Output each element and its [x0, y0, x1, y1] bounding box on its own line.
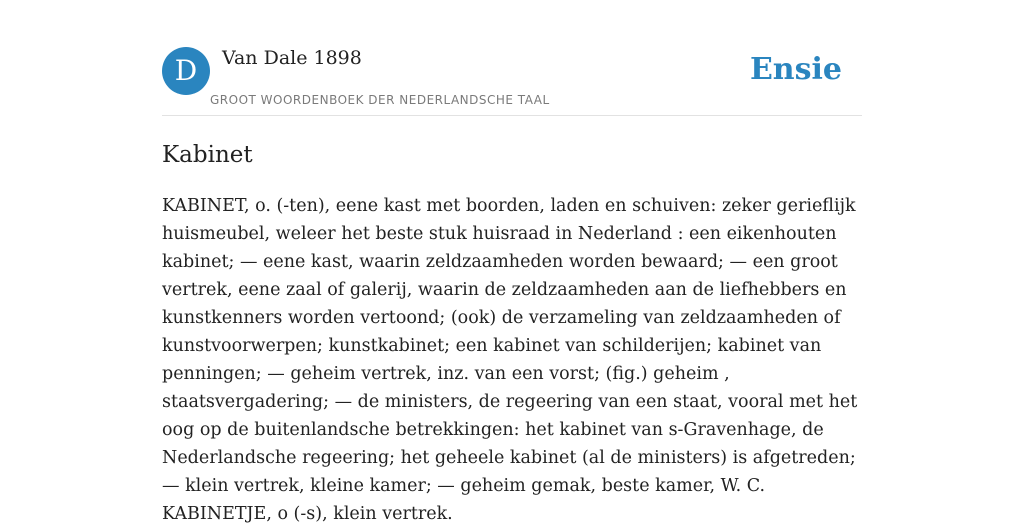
entry-body: KABINET, o. (-ten), eene kast met boorden, laden en schuiven: zeker gerieflijk huismeubel, weleer het beste stuk huisraad in Nederland : een eikenhouten kabinet; — eene kast, waarin zeldzaamheden worden bewaard; — een groot vertrek, eene zaal of galerij, waarin de zeldzaamheden aan de liefhebbers en kunstkenners worden vertoond; (ook) de verzameling van zeldzaamheden of kunstvoorwerpen; kunstkabinet; een kabinet van schilderijen; kabinet van penningen; — geheim vertrek, inz. van een vorst; (fig.) geheim , staatsvergadering; — de ministers, de regeering van een staat, vooral met het oog op de buitenlandsche betrekkingen: het kabinet van s-Gravenhage, de Nederlandsche regeering; het geheele kabinet (al de ministers) is afgetreden; — klein vertrek, kleine kamer; — geheim gemak, beste kamer, W. C. KABINETJE, o (-s), klein vertrek.: [162, 196, 858, 524]
source-title-link[interactable]: Van Dale 1898: [222, 47, 362, 69]
source-subtitle: GROOT WOORDENBOEK DER NEDERLANDSCHE TAAL: [210, 93, 550, 107]
source-header: [162, 46, 862, 116]
header-divider: [162, 115, 862, 116]
ensie-logo-link[interactable]: Ensie: [749, 52, 842, 87]
entry-title: Kabinet: [162, 142, 253, 168]
source-avatar[interactable]: D: [162, 47, 210, 95]
